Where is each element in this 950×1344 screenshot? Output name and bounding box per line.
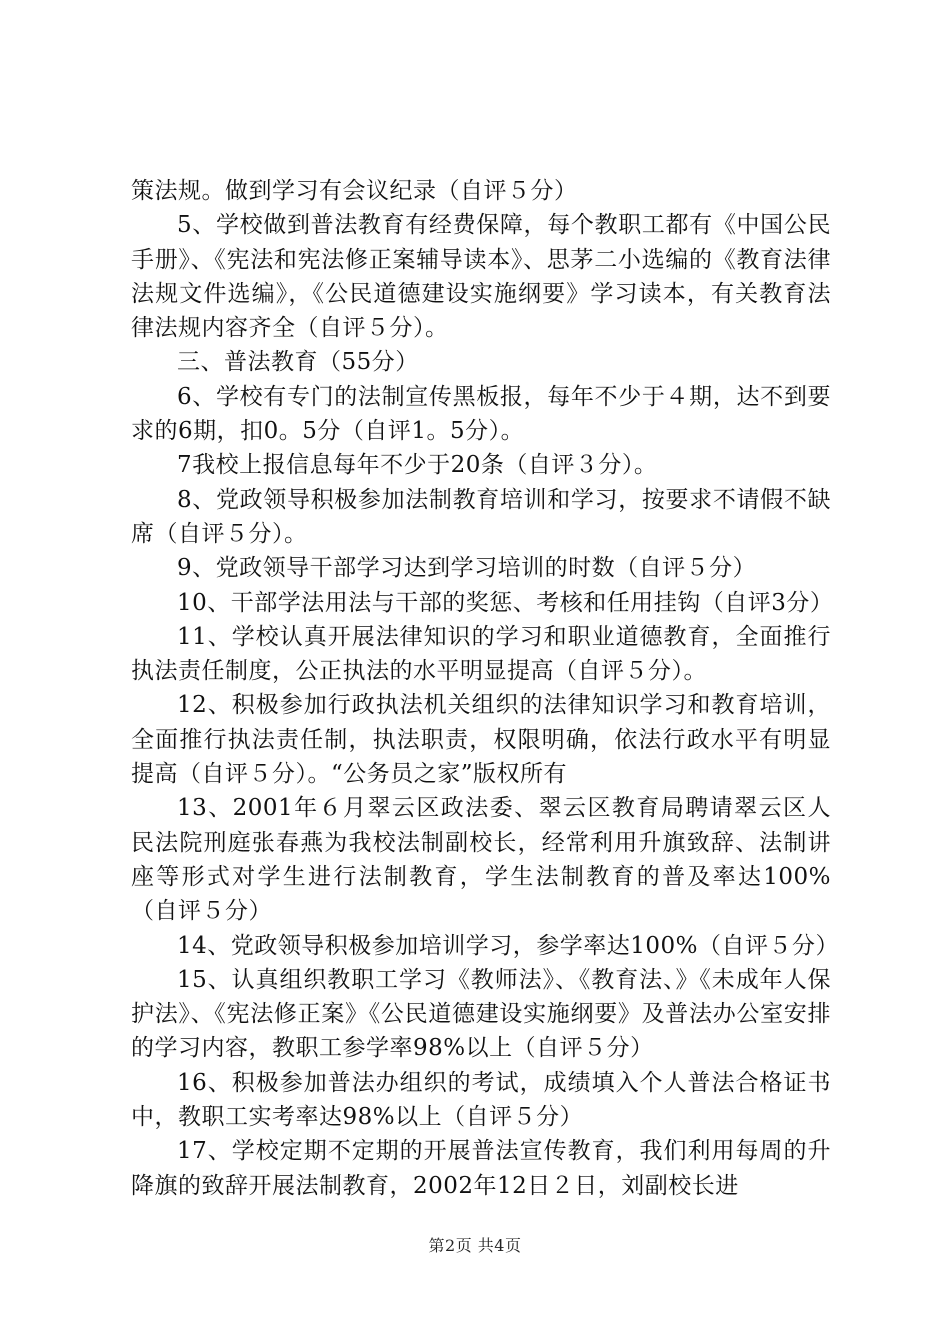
paragraph-item-8: 8、党政领导积极参加法制教育培训和学习，按要求不请假不缺席（自评５分）。 bbox=[131, 486, 831, 547]
paragraph-item-17: 17、学校定期不定期的开展普法宣传教育，我们利用每周的升降旗的致辞开展法制教育，2002年12日２日，刘副校长进 bbox=[131, 1138, 831, 1199]
paragraph-item-10: 10、干部学法用法与干部的奖惩、考核和任用挂钩（自评3分） bbox=[177, 589, 834, 616]
paragraph-item-13: 13、2001年６月翠云区政法委、翠云区教育局聘请翠云区人民法院刑庭张春燕为我校法制副校长，经常利用升旗致辞、法制讲座等形式对学生进行法制教育，学生法制教育的普及率达100%（自评５分） bbox=[131, 795, 831, 925]
paragraph-item-14: 14、党政领导积极参加培训学习，参学率达100%（自评５分） bbox=[177, 932, 840, 959]
paragraph-continuation: 策法规。做到学习有会议纪录（自评５分） bbox=[131, 178, 578, 204]
paragraph-item-5: 5、学校做到普法教育有经费保障，每个教职工都有《中国公民手册》、《宪法和宪法修正案辅导读本》、思茅二小选编的《教育法律法规文件选编》，《公民道德建设实施纲要》学习读本，有关教育法律法规内容齐全（自评５分）。 bbox=[131, 212, 831, 342]
document-body bbox=[131, 174, 840, 1203]
paragraph-item-7: 7我校上报信息每年不少于20条（自评３分）。 bbox=[177, 452, 658, 479]
section-heading-3: 三、普法教育（55分） bbox=[177, 349, 419, 376]
page-footer: 第2页 共4页 bbox=[428, 1236, 522, 1255]
paragraph-item-6: 6、学校有专门的法制宣传黑板报，每年不少于４期，达不到要求的6期，扣0。5分（自评1。5分）。 bbox=[131, 383, 831, 445]
paragraph-item-11: 11、学校认真开展法律知识的学习和职业道德教育，全面推行执法责任制度，公正执法的水平明显提高（自评５分）。 bbox=[131, 623, 831, 685]
paragraph-item-16: 16、积极参加普法办组织的考试，成绩填入个人普法合格证书中，教职工实考率达98%以上（自评５分） bbox=[131, 1069, 831, 1131]
paragraph-item-9: 9、党政领导干部学习达到学习培训的时数（自评５分） bbox=[177, 555, 757, 582]
paragraph-item-15: 15、认真组织教职工学习《教师法》、《教育法、》《未成年人保护法》、《宪法修正案》《公民道德建设实施纲要》及普法办公室安排的学习内容，教职工参学率98%以上（自评５分） bbox=[131, 966, 831, 1062]
paragraph-item-12: 12、积极参加行政执法机关组织的法律知识学习和教育培训，全面推行执法责任制，执法职责，权限明确，依法行政水平有明显提高（自评５分）。“公务员之家”版权所有 bbox=[131, 692, 831, 788]
